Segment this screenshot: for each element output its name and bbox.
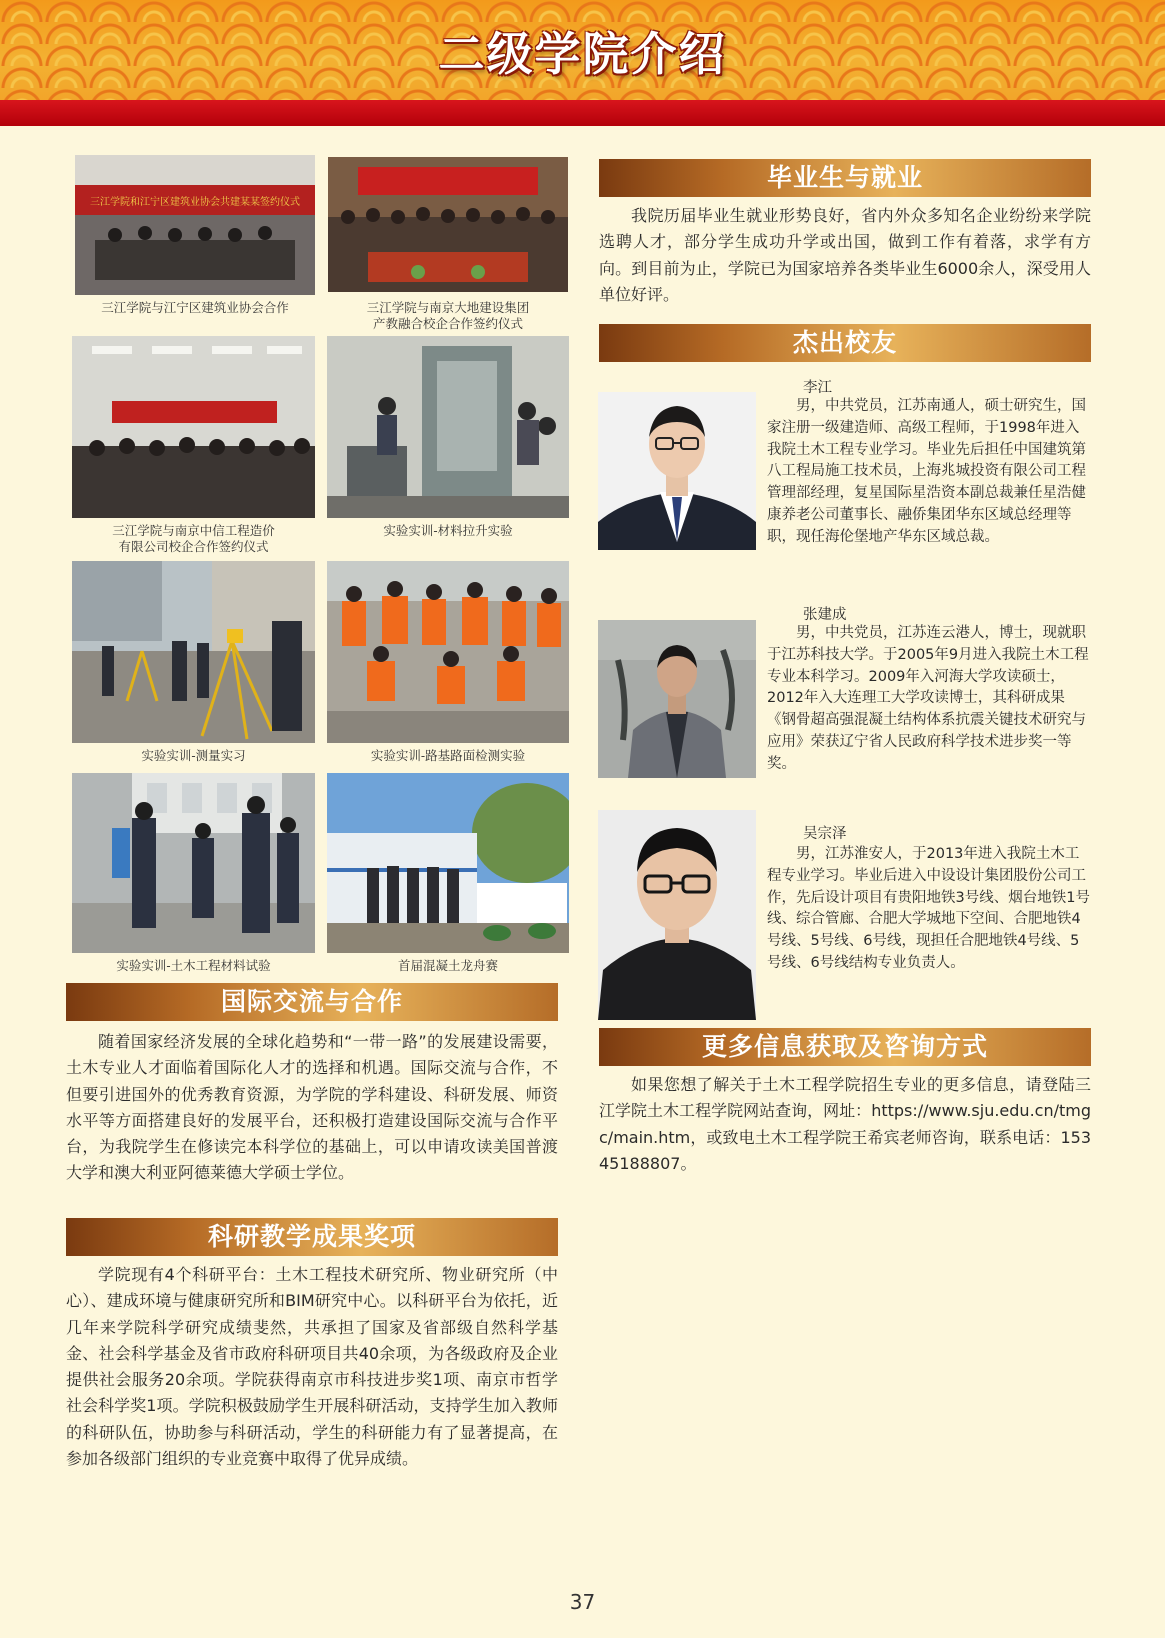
page-number: 37 — [569, 1590, 596, 1614]
photo-signing-jiangning — [75, 155, 315, 295]
section-heading-international: 国际交流与合作 — [66, 983, 558, 1021]
alumnus-name: 李江 — [803, 380, 832, 396]
research-paragraph: 学院现有4个科研平台：土木工程技术研究所、物业研究所（中心）、建成环境与健康研究所和BIM研究中心。以科研平台为依托，近几年来学院科学研究成绩斐然，共承担了国家及省部级自然科学基金、社会科学基金及省市政府科研项目共40余项，为各级政府及企业提供社会服务20余项。学院获得南京市科技进步奖1项、南京市哲学社会科学奖1项。学院积极鼓励学生开展科研活动，支持学生加入教师的科研队伍，协助参与科研活动，学生的科研能力有了显著提高，在参加各级部门组织的专业竞赛中取得了优异成绩。 — [66, 1265, 558, 1469]
photo-banner-text: 三江学院和江宁区建筑业协会共建某某签约仪式 — [90, 197, 300, 208]
photo-signing-zhongxin — [72, 336, 315, 518]
photo-concrete-boat-race — [327, 773, 569, 953]
photo-caption: 首届混凝土龙舟赛 — [397, 958, 498, 973]
section-heading-contact: 更多信息获取及咨询方式 — [599, 1028, 1091, 1066]
photo-caption: 实验实训-测量实习 — [141, 748, 246, 763]
photo-caption: 三江学院与南京中信工程造价 有限公司校企合作签约仪式 — [112, 523, 275, 554]
page-title: 二级学院介绍 — [438, 27, 727, 81]
alumnus-portrait — [598, 392, 756, 550]
section-heading-research: 科研教学成果奖项 — [66, 1218, 558, 1256]
alumnus-name: 吴宗泽 — [803, 826, 847, 842]
photo-materials-test — [72, 773, 315, 953]
photo-caption: 三江学院与江宁区建筑业协会合作 — [101, 300, 289, 315]
photo-tensile-test — [327, 336, 569, 518]
alumnus-name: 张建成 — [803, 607, 847, 623]
contact-paragraph: 如果您想了解关于土木工程学院招生专业的更多信息，请登陆三江学院土木工程学院网站查询，网址：https://www.sju.edu.cn/tmgc/main.htm，或致电土木工程学院王希宾老师咨询，联系电话：15345188807。 — [599, 1075, 1091, 1173]
section-heading-employment: 毕业生与就业 — [599, 159, 1091, 197]
photo-surveying — [72, 561, 315, 743]
photo-caption: 三江学院与南京大地建设集团 产教融合校企合作签约仪式 — [366, 300, 530, 331]
photo-caption: 实验实训-材料拉升实验 — [383, 523, 513, 538]
employment-paragraph: 我院历届毕业生就业形势良好，省内外众多知名企业纷纷来学院选聘人才，部分学生成功升学或出国，做到工作有着落，求学有方向。到目前为止，学院已为国家培养各类毕业生6000余人，深受用人单位好评。 — [599, 206, 1091, 304]
section-heading-alumni: 杰出校友 — [599, 324, 1091, 362]
alumnus-portrait — [598, 620, 756, 778]
photo-caption: 实验实训-路基路面检测实验 — [370, 748, 526, 763]
alumnus-portrait — [598, 810, 756, 1020]
alumnus-bio: 男，中共党员，江苏南通人，硕士研究生，国家注册一级建造师、高级工程师，于1998年进入我院土木工程专业学习。毕业先后担任中国建筑第八工程局施工技术员，上海兆城投资有限公司工程管理部经理，复星国际星浩资本副总裁兼任星浩健康养老公司董事长、融侨集团华东区域总经理等职，现任海伦堡地产华东区域总裁。 — [767, 398, 1086, 545]
header-red-bar — [0, 100, 1165, 126]
photo-caption: 实验实训-土木工程材料试验 — [116, 958, 271, 973]
photo-roadbed-test — [327, 561, 569, 743]
international-paragraph: 随着国家经济发展的全球化趋势和“一带一路”的发展建设需要，土木专业人才面临着国际化人才的选择和机遇。国际交流与合作，不但要引进国外的优秀教育资源，为学院的学科建设、科研发展、师资水平等方面搭建良好的发展平台，还积极打造建设国际交流与合作平台，为我院学生在修读完本科学位的基础上，可以申请攻读美国普渡大学和澳大利亚阿德莱德大学硕士学位。 — [66, 1032, 558, 1183]
alumnus-bio: 男，江苏淮安人，于2013年进入我院土木工程专业学习。毕业后进入中设设计集团股份公司工作，先后设计项目有贵阳地铁3号线、烟台地铁1号线、综合管廊、合肥大学城地下空间、合肥地铁4号线、5号线、6号线，现担任合肥地铁4号线、5号线、6号线结构专业负责人。 — [767, 846, 1090, 971]
photo-signing-dadi — [328, 157, 568, 292]
alumnus-bio: 男，中共党员，江苏连云港人，博士，现就职于江苏科技大学。于2005年9月进入我院土木工程专业本科学习。2009年入河海大学攻读硕士，2012年入大连理工大学攻读博士，其科研成果《钢骨超高强混凝土结构体系抗震关键技术研究与应用》荣获辽宁省人民政府科学技术进步奖一等奖。 — [767, 625, 1089, 772]
